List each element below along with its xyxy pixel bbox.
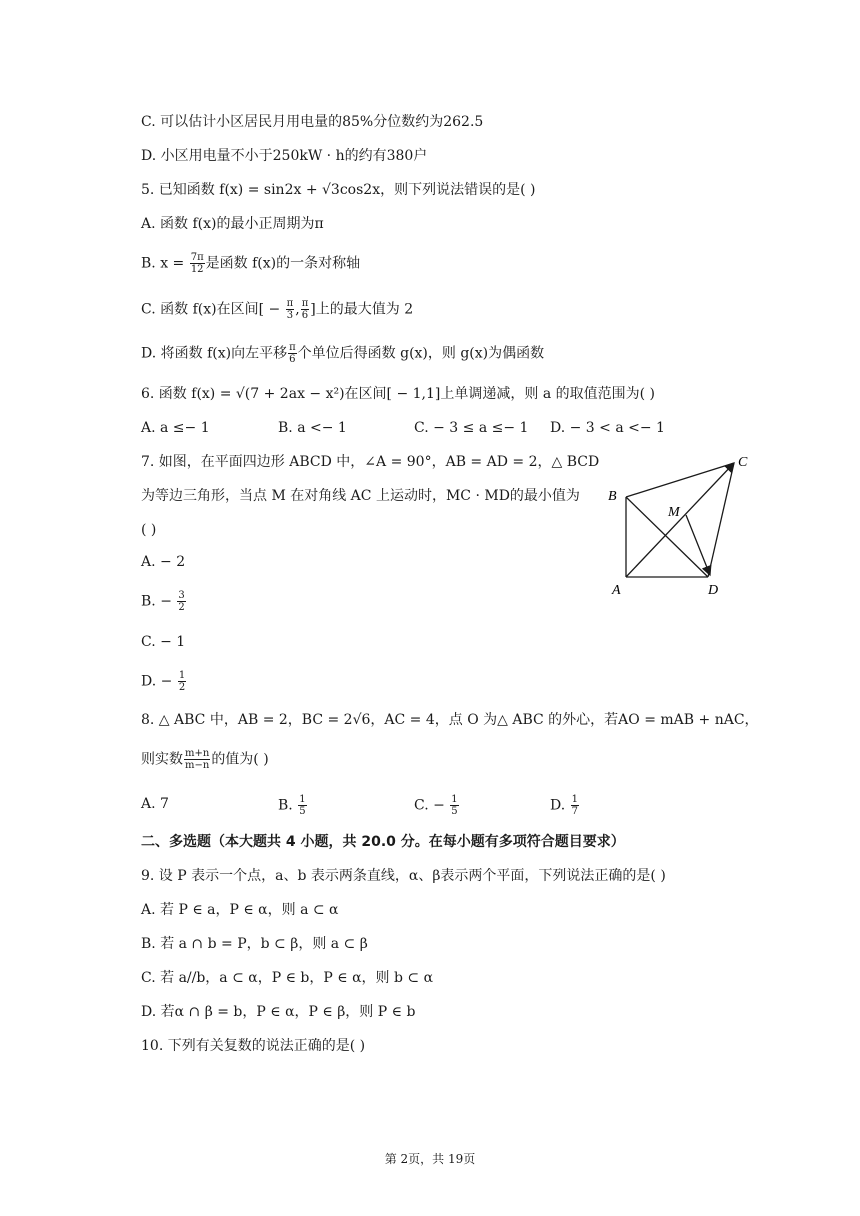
fraction: $\frac{1}{2}$ (178, 670, 186, 693)
q9-option-a: A. 若 P ∈ a，P ∈ α，则 a ⊂ α (141, 902, 339, 918)
fraction: $\frac{\pi}{6}$ (289, 342, 296, 365)
q9-option-c: C. 若 a//b，a ⊂ α，P ∈ b，P ∈ α，则 b ⊂ α (141, 970, 434, 986)
fraction: $\frac{\pi}{3}$ (286, 298, 294, 321)
q6-option-d: D. − 3 < a <− 1 (550, 420, 665, 436)
q7-option-a: A. − 2 (141, 554, 186, 570)
edge-cd (708, 463, 734, 577)
question-8-line-2: 则实数 $\frac{m+n}{m-n}$ 的值为( ) (141, 748, 269, 771)
q8-option-b: B. $\frac{1}{5}$ (278, 794, 306, 817)
question-8-line-1: 8. △ ABC 中，AB = 2，BC = 2√6，AC = 4，点 O 为△ ABC 的外心，若AO = mAB + nAC， (141, 712, 759, 728)
question-10: 10. 下列有关复数的说法正确的是( ) (141, 1038, 366, 1054)
fraction: $\frac{\pi}{6}$ (301, 298, 309, 321)
edge-bd (626, 497, 708, 577)
q5-option-a: A. 函数 f(x)的最小正周期为π (141, 216, 324, 232)
q5-option-d: D. 将函数 f(x)向左平移 $\frac{\pi}{6}$ 个单位后得函数 g(x)，则 g(x)为偶函数 (141, 342, 545, 365)
label-m: M (668, 505, 680, 520)
q8-option-a: A. 7 (141, 796, 169, 812)
fraction: $\frac{3}{2}$ (178, 590, 185, 613)
q4-option-c: C. 可以估计小区居民月用电量的85%分位数约为262.5 (141, 114, 484, 130)
question-9: 9. 设 P 表示一个点，a、b 表示两条直线，α、β表示两个平面，下列说法正确的是( ) (141, 868, 666, 884)
fraction: $\frac{7\pi}{12}$ (190, 252, 204, 275)
fraction: $\frac{1}{5}$ (299, 794, 306, 817)
question-5: 5. 已知函数 f(x) = sin2x + √3cos2x，则下列说法错误的是( ) (141, 182, 536, 198)
q5-option-c: C. 函数 f(x)在区间[ − $\frac{\pi}{3}$ , $\frac{\pi}{6}$ ]上的最大值为 2 (141, 298, 414, 321)
q7-option-b: B. − $\frac{3}{2}$ (141, 590, 185, 613)
label-b: B (608, 489, 617, 504)
question-6: 6. 函数 f(x) = √(7 + 2ax − x²)在区间[ − 1,1]上单调递减，则 a 的取值范围为( ) (141, 386, 655, 402)
fraction: $\frac{m+n}{m-n}$ (185, 748, 210, 771)
label-d: D (708, 583, 719, 598)
section-heading: 二、多选题（本大题共 4 小题，共 20.0 分。在每小题有多项符合题目要求） (141, 834, 625, 850)
q5-option-b: B. x = $\frac{7\pi}{12}$ 是函数 f(x)的一条对称轴 (141, 252, 361, 275)
q8-option-d: D. $\frac{1}{7}$ (550, 794, 579, 817)
q6-option-b: B. a <− 1 (278, 420, 347, 436)
q4-option-d: D. 小区用电量不小于250kW · h的约有380户 (141, 148, 428, 164)
q9-option-b: B. 若 a ∩ b = P，b ⊂ β，则 a ⊂ β (141, 936, 368, 952)
question-7-line-2: 为等边三角形，当点 M 在对角线 AC 上运动时，MC · MD的最小值为 (141, 488, 580, 504)
question-7-line-3: ( ) (141, 522, 157, 538)
q7-option-d: D. − $\frac{1}{2}$ (141, 670, 186, 693)
quadrilateral-figure (600, 448, 760, 598)
page-footer: 第 2页，共 19页 (384, 1152, 476, 1166)
fraction: $\frac{1}{5}$ (451, 794, 458, 817)
question-7-line-1: 7. 如图，在平面四边形 ABCD 中，∠A = 90°，AB = AD = 2，△ BCD (141, 454, 600, 470)
fraction: $\frac{1}{7}$ (571, 794, 579, 817)
q6-option-a: A. a ≤− 1 (141, 420, 210, 436)
q9-option-d: D. 若α ∩ β = b，P ∈ α，P ∈ β，则 P ∈ b (141, 1004, 416, 1020)
q8-option-c: C. − $\frac{1}{5}$ (414, 794, 458, 817)
label-c: C (738, 455, 748, 470)
vector-md (686, 515, 710, 575)
q7-option-c: C. − 1 (141, 634, 186, 650)
q6-option-c: C. − 3 ≤ a ≤− 1 (414, 420, 529, 436)
label-a: A (612, 583, 621, 598)
